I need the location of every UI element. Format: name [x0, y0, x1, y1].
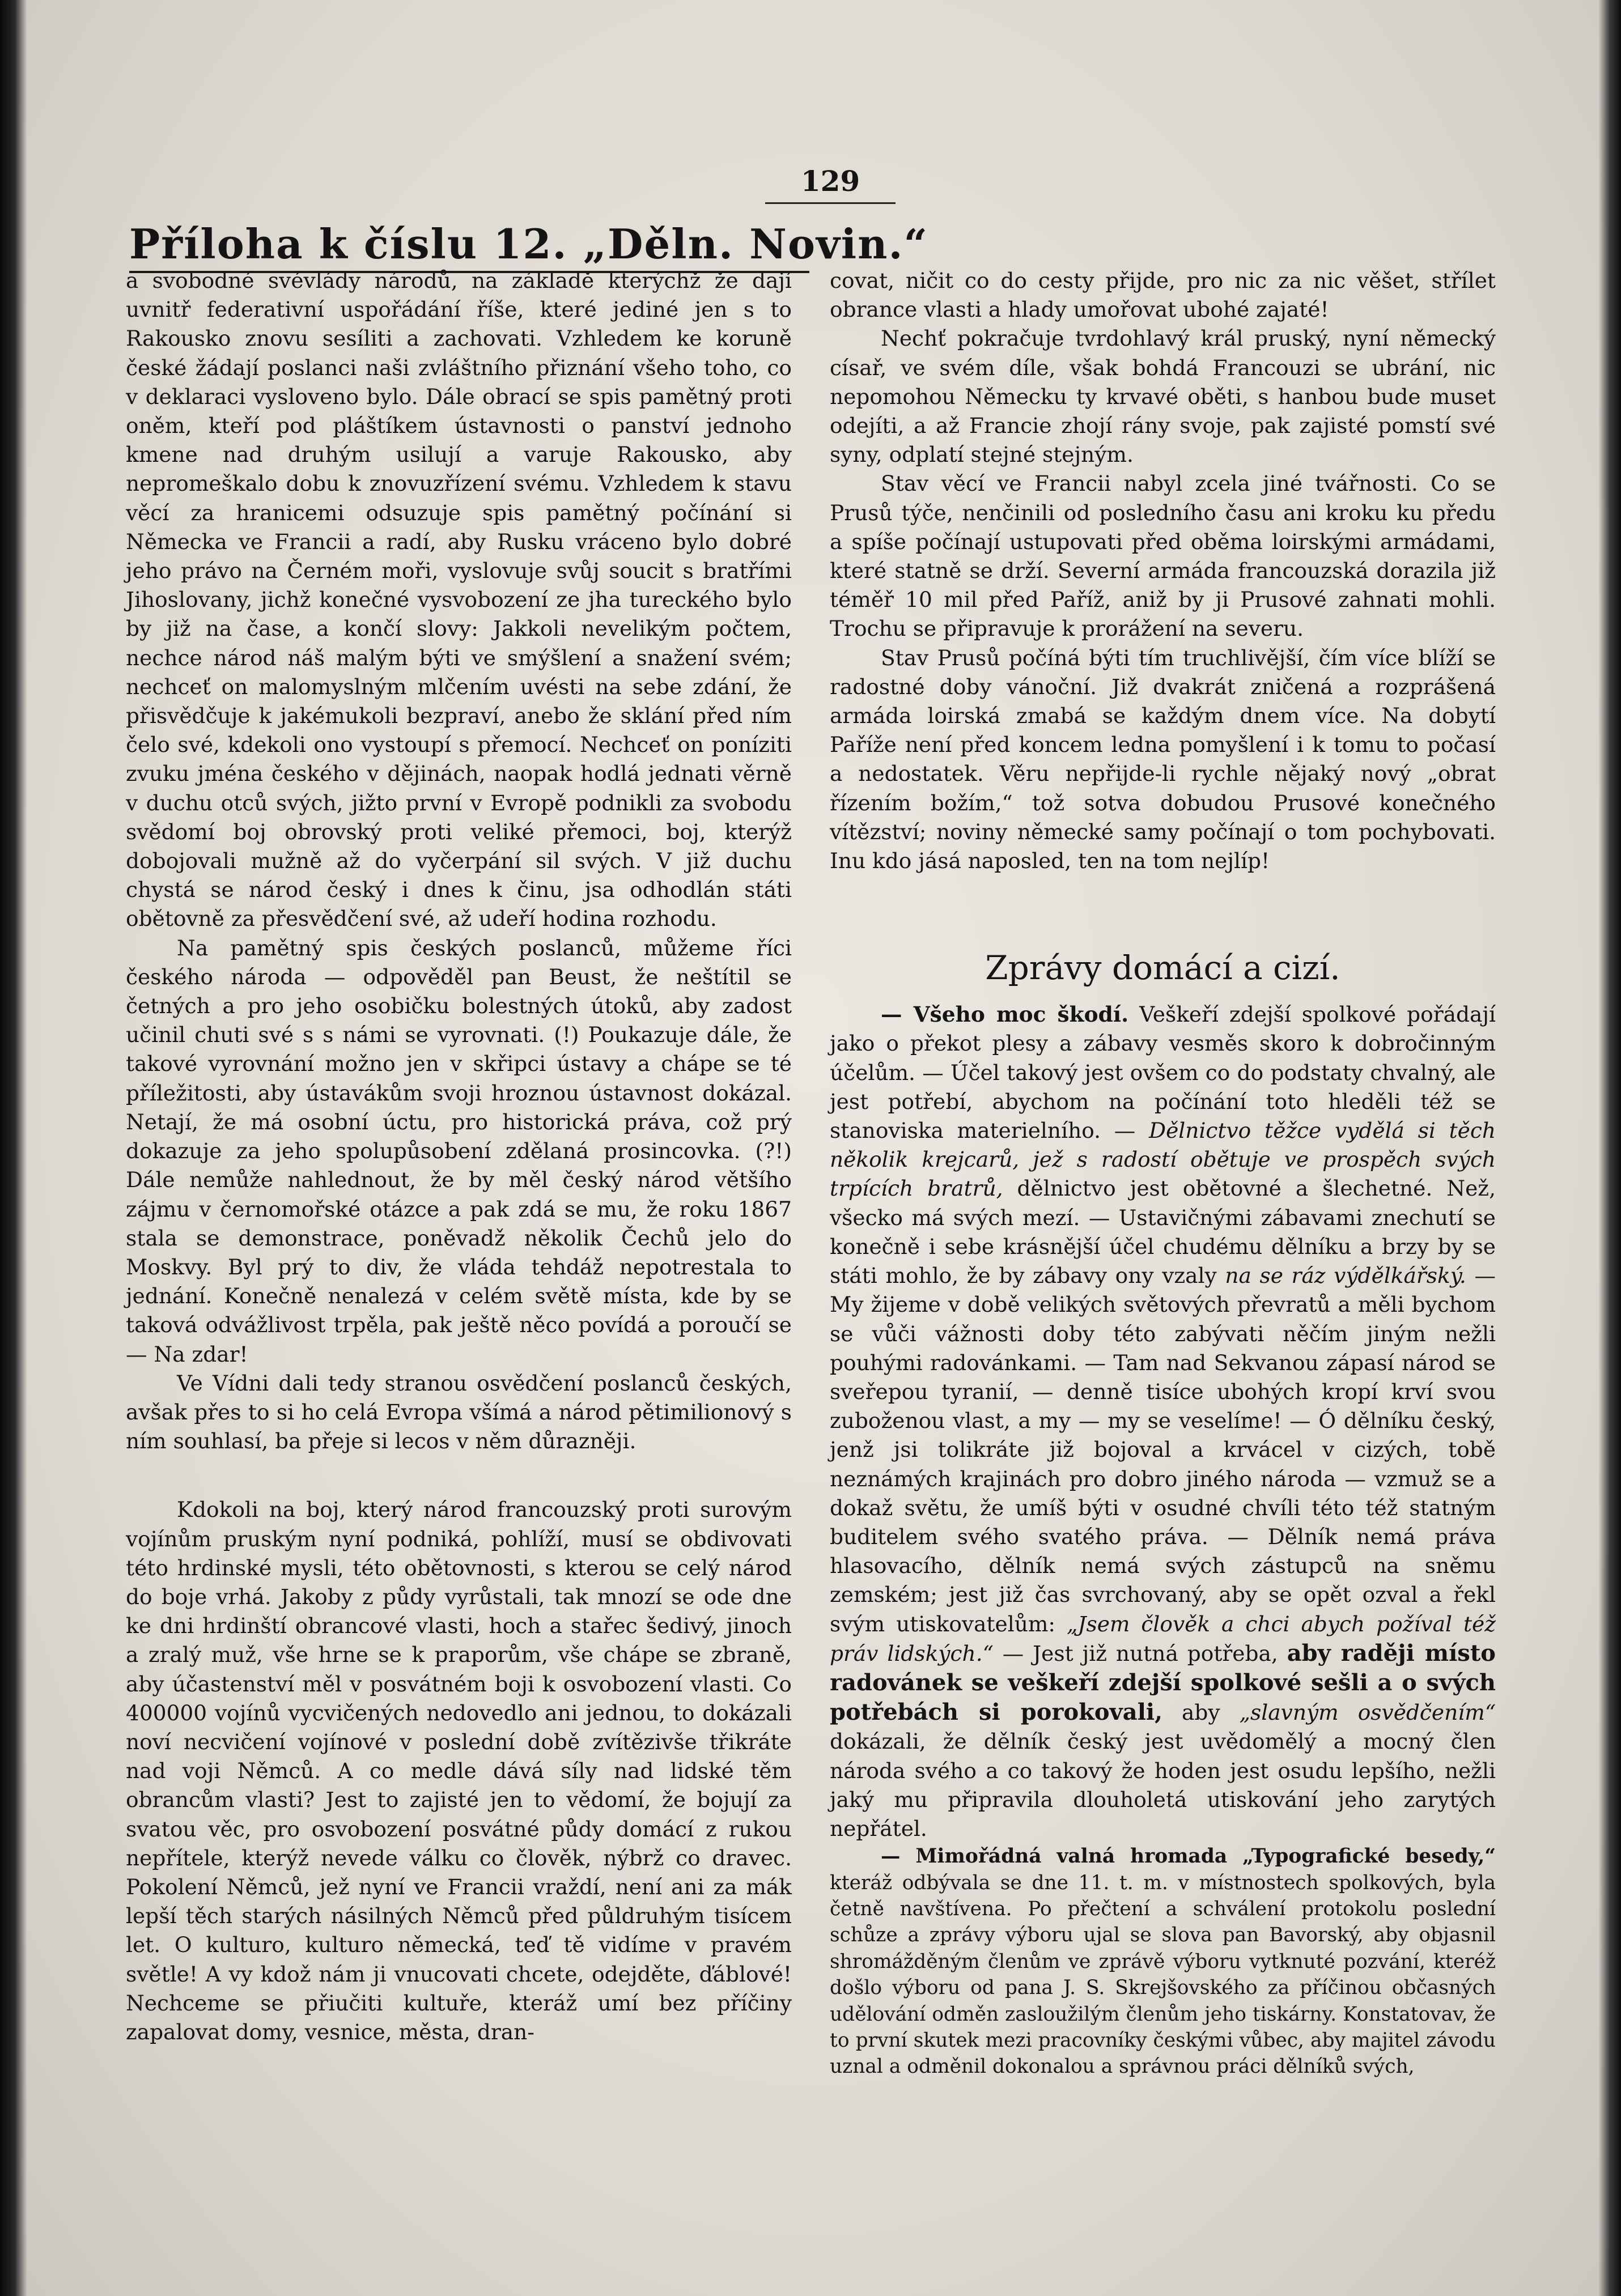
news-text: Veškeří zdejší spolkové pořádají jako o překot plesy a zábavy vesměs skoro k dobročinným účelům. — Účel takový jest ovšem co do podstaty chvalný, ale jest potřebí, abychom na počínání toto hleděli též se stanoviska materielního. — [830, 1002, 1496, 1143]
right-paragraph-2: Nechť pokračuje tvrdohlavý král pruský, nyní německý císař, ve svém díle, však bohdá Francouzi se ubrání, nic nepomohou Německu ty krvavé oběti, s hanbou bude muset odejíti, a až Francie zhojí rány svoje, pak zajisté pomstí své syny, odplatí stejné stejným. [830, 326, 1496, 467]
news-text: aby [1162, 1700, 1240, 1725]
scan-edge-left [0, 0, 27, 2296]
left-paragraph-1: a svobodné svévlády národů, na základě kterýchž že dají uvnitř federativní uspořádání říše, které jediné jen s to Rakousko znovu sesíliti a zachovati. Vzhledem ke koruně české žádají poslanci naši zvláštního přiznání všeho toho, co v deklaraci vysloveno bylo. Dále obrací se spis pamětný proti oněm, kteří pod pláštíkem ústavnosti o panství jednoho kmene nad druhým usilují a varuje Rakousko, aby nepromeškalo dobu k znovuzřízení svému. Vzhledem k stavu věcí za hranicemi odsuzuje spis pamětný počínání si Německa ve Francii a radí, aby Rusku vráceno bylo dobré jeho právo na Černém moři, vyslovuje svůj soucit s bratřími Jihoslovany, jichž konečné vysvobození ze jha tureckého bylo by již na čase, a končí slovy: Jakkoli nevelikým počtem, nechce národ náš malým býti ve smýšlení a snažení svém; nechceť on malomyslným mlčením uvésti na sebe zdání, že přisvědčuje k jakémukoli bezpraví, anebo že sklání před ním čelo své, kdekoli ono vystoupí s přemocí. Nechceť on poníziti zvuku jména českého v dějinách, naopak hodlá jednati věrně v duchu otců svých, jižto první v Evropě podnikli za svobodu svědomí boj obrovský proti veliké přemoci, boj, kterýž dobojovali mužně až do vyčerpání sil svých. V již duchu chystá se národ český i dnes k činu, jsa odhodlán státi obětovně za přesvědčení své, až udeří hodina rozhodu. [126, 268, 792, 932]
news-italic: „Jsem člověk a chci abych požíval též práv lidských.“ [830, 1611, 1496, 1666]
paragraph-gap [126, 1456, 792, 1495]
news-italic: Dělnictvo těžce vydělá si těch několik krejcarů, jež s radostí obětuje ve prospěch svých trpících bratrů, [830, 1118, 1496, 1201]
right-paragraph-3: Stav věcí ve Francii nabyl zcela jiné tvářnosti. Co se Prusů týče, nenčinili od posledního času ani kroku ku předu a spíše počínají ustupovati před oběma loirskými armádami, které statně se drží. Severní armáda francouzská dorazila již téměř 10 mil před Paříž, aniž by ji Prusové zahnati mohli. Trochu se připravuje k prorážení na severu. [830, 471, 1496, 641]
left-paragraph-2: Na pamětný spis českých poslanců, můžeme říci českého národa — odpověděl pan Beust, že neštítil se četných a pro jeho osobičku bolestných útoků, aby zadost učinil chuti své s s námi se vyrovnati. (!) Poukazuje dále, že takové vyrovnání možno jen v skřipci ústavy a chápe se té příležitosti, aby ústavákům svoji hroznou ústavnost dokázal. Netají, že má osobní úctu, pro historická práva, což prý dokazuje za jeho spolupůsobení zdělaná prosincovka. (?!) Dále nemůže nahlednout, že by měl český národ většího zájmu v černomořské otázce a pak zdá se mu, že roku 1867 stala se demonstrace, poněvadž několik Čechů jelo do Moskvy. Byl prý to div, že vláda tehdáž nepotrestala to jednání. Konečně nenalezá v celém světě místa, kde by se taková odvážlivost trpěla, pak ještě něco povídá a poroučí se — Na zdar! [126, 935, 792, 1367]
news-text: dělnictvo jest obětovné a šlechetné. Než, všecko má svých mezí. — Ustavičnými zábavami znechutí se konečně i sebe krásnější účel chudému dělníku a brzy by se státi mohlo, že by zábavy ony vzaly [830, 1176, 1496, 1289]
news-text: — My žijeme v době velikých světových převratů a měli bychom se vůči vážnosti doby této zabývati něčím jiným nežli pouhými radovánkami. — Tam nad Sekvanou zápasí národ se sveřepou tyranií, — denně tisíce ubohých kropí krví svou zuboženou vlast, a my — my se veselíme! — Ó dělníku český, jenž jsi tolikráte již bojoval a krvácel v cizých, tobě neznámých krajinách pro dobro jiného národa — vzmuž se a dokaž světu, že umíš býti v osudné chvíli této též statným buditelem svého svatého práva. — Dělník nemá práva hlasovacího, dělník nemá svých zástupců na sněmu zemském; jest již čas svrchovaný, aby se opět ozval a řekl svým utiskovatelům: [830, 1263, 1496, 1636]
left-paragraph-3: Ve Vídni dali tedy stranou osvědčení poslanců českých, avšak přes to si ho celá Evropa všímá a národ pětimilionový s ním souhlasí, ba přeje si lecos v něm důrazněji. [126, 1370, 792, 1454]
news-text: — Jest již nutná potřeba, [993, 1640, 1287, 1666]
news-italic: „slavným osvědčením“ [1239, 1700, 1496, 1725]
news-text: kteráž odbývala se dne 11. t. m. v místnostech spolkových, byla četně navštívena. Po přečtení a schválení protokolu poslední schůze a zprávy výboru ujal se slova pan Bavorský, aby objasnil shromážděným členům ve zprávě výboru vytknuté pozvání, kteréž došlo výboru od pana J. S. Skrejšovského za příčinou občasných udělování odměn zasloužilým členům jeho tiskárny. Konstatovav, že to první skutek mezi pracovníky českými vůbec, aby majitel závodu uznal a odměnil dokonalou a správnou práci dělníků svých, [830, 1871, 1496, 2078]
right-paragraph-4: Stav Prusů počíná býti tím truchlivější, čím více blíží se radostné doby vánoční. Již dvakrát zničená a rozprášená armáda loirská zmabá se každým dnem více. Na dobytí Paříže není před koncem ledna pomyšlení i k tomu to počasí a nedostatek. Věru nepřijde-li rychle nějaký nový „obrat řízením božím,“ tož sotva dobudou Prusové konečného vítězství; noviny německé samy počínají o tom pochybovati. Inu kdo jásá naposled, ten na tom nejlíp! [830, 645, 1496, 874]
section-heading-news: Zprávy domácí a cizí. [985, 949, 1340, 988]
news-italic: na se ráz výdělkářský. [1225, 1263, 1466, 1289]
news-item-everything-harms [830, 1000, 1496, 1843]
right-column [830, 266, 1496, 2080]
scan-edge-right [1598, 0, 1621, 2296]
news-headline: — Mimořádná valná hromada „Typografické besedy,“ [881, 1845, 1496, 1868]
right-paragraph-1: covat, ničit co do cesty přijde, pro nic za nic věšet, střílet obrance vlasti a hlady umořovat ubohé zajaté! [830, 268, 1496, 322]
news-bold-callout: aby raději místo radovánek se veškeří zdejší spolkové sešli a o svých potřebách si porokovali, [830, 1639, 1496, 1726]
left-column [126, 266, 792, 2047]
news-headline: — Všeho moc škodí. [881, 1002, 1129, 1027]
page-number: 129 [765, 164, 896, 204]
news-text: dokázali, že dělník český jest uvědomělý a mocný člen národa svého a co takový že hoden jest osudu lepšího, nežli jaký mu připravila dlouholetá utiskování jeho zarytých nepřátel. [830, 1729, 1496, 1841]
supplement-title: Příloha k číslu 12. „Děln. Novin.“ [129, 220, 928, 268]
left-paragraph-4: Kdokoli na boj, který národ francouzský proti surovým vojínům pruským nyní podniká, pohlíží, musí se obdivovati této hrdinské mysli, této obětovnosti, s kterou se celý národ do boje vrhá. Jakoby z půdy vyrůstali, tak mnozí se ode dne ke dni hrdinští obrancové vlasti, hoch a stařec šedivý, jinoch a zralý muž, vše hrne se k praporům, vše chápe se zbraně, aby účastenství měl v posvátném boji k osvobození vlasti. Co 400000 vojínů vycvičených nedovedlo ani jednou, to dokázali noví necvičení vojínové v poslední době zvítězivše třikráte nad voji Němců. A co medle dává síly nad lidské těm obrancům vlasti? Jest to zajisté jen to vědomí, že bojují za svatou věc, pro osvobození posvátné půdy domácí z rukou nepřítele, kterýž nevede válku co člověk, nýbrž co dravec. Pokolení Němců, jež nyní ve Francii vraždí, není ani za mák lepší těch starých násilných Němců před půldruhým tisícem let. O kulturo, kulturo německá, teď tě vidíme v pravém světle! A vy kdož nám ji vnucovati chcete, odejděte, ďáblové! Nechceme se přiučiti kultuře, kteráž umí bez příčiny zapalovat domy, vesnice, města, dran- [126, 1497, 792, 2044]
news-item-typographic-meeting [830, 1843, 1496, 2080]
